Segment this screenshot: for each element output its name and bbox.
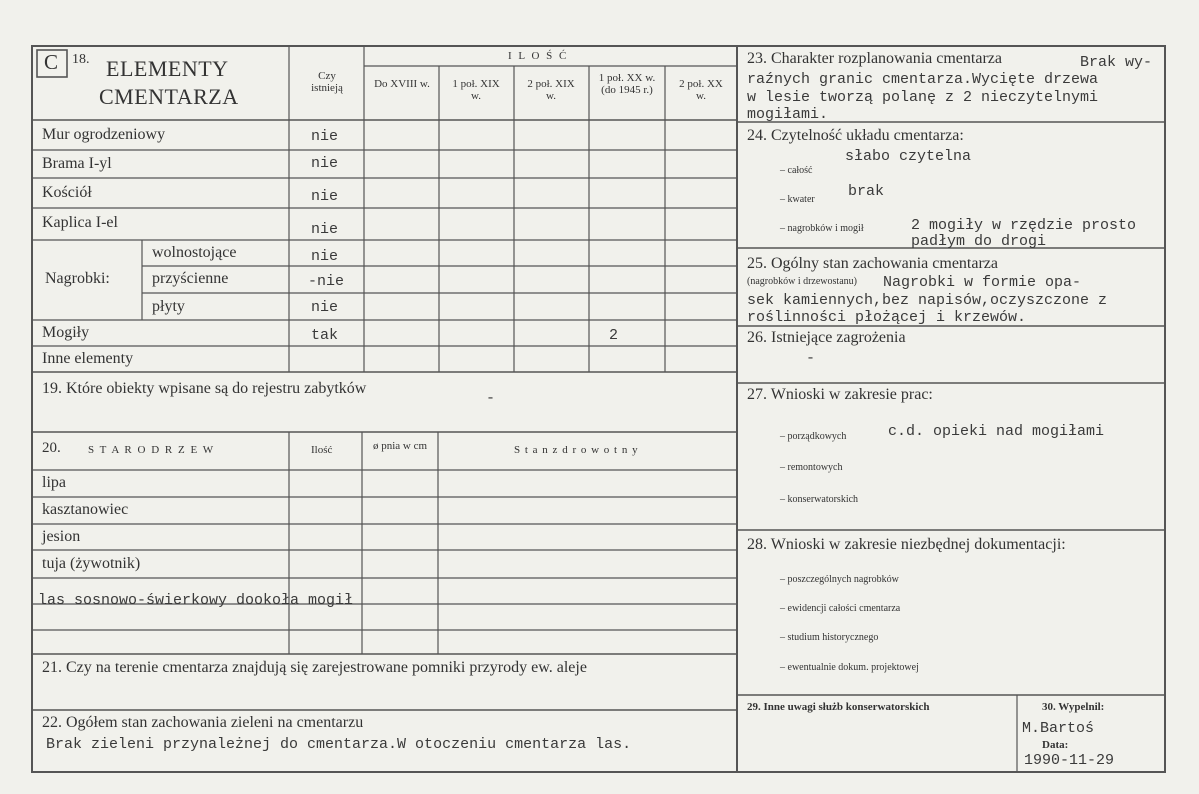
section-21-label: 21. Czy na terenie cmentarza znajdują się zarejestrowane pomniki przyrody ew. aleje <box>42 659 587 676</box>
section-22-label: 22. Ogółem stan zachowania zieleni na cmentarzu <box>42 714 364 731</box>
col-xx1-header: 1 poł. XX w. (do 1945 r.) <box>598 72 656 96</box>
nagrobkow-value-2: padłym do drogi <box>911 233 1047 250</box>
ilosc-header: I L O Ś Ć <box>508 50 569 62</box>
section-28-label: 28. Wnioski w zakresie niezbędnej dokumentacji: <box>747 536 1066 553</box>
col-xx2-header: 2 poł. XX w. <box>679 78 723 102</box>
tree-row-label: jesion <box>42 528 81 545</box>
section-19-value: - <box>486 390 496 407</box>
section-20-number: 20. <box>42 440 61 456</box>
col-xix1-header: 1 poł. XIX w. <box>452 78 500 102</box>
section-25-line3: roślinności płożącej i krzewów. <box>747 309 1027 326</box>
tree-row-label: tuja (żywotnik) <box>42 555 141 572</box>
remontowych-label: – remontowych <box>780 462 843 473</box>
row-exists-value: nie <box>311 155 339 172</box>
tree-row-label: kasztanowiec <box>42 501 129 518</box>
date-label: Data: <box>1042 739 1069 751</box>
row-exists-value: nie <box>311 221 339 238</box>
section-25-line1: Nagrobki w formie opa- <box>883 274 1082 291</box>
row-exists-value: nie <box>311 188 339 205</box>
section-18-title-line1: ELEMENTY <box>106 56 229 81</box>
row-exists-value: tak <box>311 327 339 344</box>
section-25-line2: sek kamiennych,bez napisów,oczyszczone z <box>747 292 1108 309</box>
row-label: Kaplica I-el <box>42 214 118 231</box>
doc-item: – studium historycznego <box>780 632 879 643</box>
section-18-title-line2: CMENTARZA <box>99 84 239 109</box>
calosc-value: słabo czytelna <box>845 148 972 165</box>
col-xix2-header: 2 poł. XIX w. <box>527 78 575 102</box>
row-label: Mogiły <box>42 324 90 341</box>
col-xviii-header: Do XVIII w. <box>374 78 430 90</box>
section-26-label: 26. Istniejące zagrożenia <box>747 329 906 346</box>
kwater-label: – kwater <box>780 194 815 205</box>
row-label: wolnostojące <box>152 244 237 261</box>
section-29-label: 29. Inne uwagi służb konserwatorskich <box>747 701 930 713</box>
section-22-value: Brak zieleni przynależnej do cmentarza.W otoczeniu cmentarza las. <box>46 736 632 753</box>
nagrobki-label: Nagrobki: <box>45 270 110 287</box>
row-exists-value: nie <box>311 299 339 316</box>
row-label: przyścienne <box>152 270 229 287</box>
starodrzew-header: S T A R O D R Z E W <box>88 444 215 456</box>
konserwatorskich-label: – konserwatorskich <box>780 494 859 505</box>
row-count-xx1: 2 <box>609 327 619 344</box>
doc-item: – poszczególnych nagrobków <box>780 574 899 585</box>
section-25-label: 25. Ogólny stan zachowania cmentarza <box>747 255 999 272</box>
kwater-value: brak <box>848 183 885 200</box>
row-label: Inne elementy <box>42 350 134 367</box>
row-label: płyty <box>152 298 185 315</box>
doc-item: – ewentualnie dokum. projektowej <box>780 662 919 673</box>
section-25-sublabel: (nagrobków i drzewostanu) <box>747 276 857 287</box>
section-24-label: 24. Czytelność układu cmentarza: <box>747 127 964 144</box>
porzadkowych-label: – porządkowych <box>780 431 847 442</box>
row-exists-value: nie <box>311 128 339 145</box>
section-23-line2: raźnych granic cmentarza.Wycięte drzewa <box>747 71 1099 88</box>
filled-by-name: M.Bartoś <box>1022 720 1095 737</box>
col-exists-header: Czy istnieją <box>311 70 343 94</box>
row-exists-value: nie <box>311 248 339 265</box>
nagrobkow-label: – nagrobków i mogił <box>780 223 864 234</box>
tree-note: las sosnowo-świerkowy dookoła mogił <box>38 592 354 609</box>
section-30-label: 30. Wypelnil: <box>1042 701 1105 713</box>
col-pnia-header: ø pnia w cm <box>372 440 428 452</box>
row-label: Mur ogrodzeniowy <box>42 126 166 143</box>
row-label: Brama I-yl <box>42 155 112 172</box>
porzadkowych-value: c.d. opieki nad mogiłami <box>888 423 1105 440</box>
section-23-label: 23. Charakter rozplanowania cmentarza <box>747 50 1002 67</box>
col-ilosc-header: Ilość <box>311 444 333 456</box>
calosc-label: – całość <box>780 165 813 176</box>
section-27-label: 27. Wnioski w zakresie prac: <box>747 386 933 403</box>
col-stan-header: S t a n z d r o w o t n y <box>514 444 639 456</box>
date-value: 1990-11-29 <box>1024 752 1115 769</box>
section-23-line3: w lesie tworzą polanę z 2 nieczytelnymi <box>747 89 1099 106</box>
row-exists-value: -nie <box>308 273 345 290</box>
section-18-number: 18. <box>72 52 90 67</box>
doc-item: – ewidencji całości cmentarza <box>780 603 901 614</box>
section-19-label: 19. Które obiekty wpisane są do rejestru zabytków <box>42 380 367 397</box>
section-23-line1: Brak wy- <box>1080 54 1153 71</box>
section-23-line4: mogiłami. <box>747 106 829 123</box>
row-label: Kościół <box>42 184 92 201</box>
section-c-letter: C <box>44 50 59 74</box>
nagrobkow-value-1: 2 mogiły w rzędzie prosto <box>911 217 1137 234</box>
section-26-value: - <box>806 350 816 367</box>
tree-row-label: lipa <box>42 474 66 491</box>
